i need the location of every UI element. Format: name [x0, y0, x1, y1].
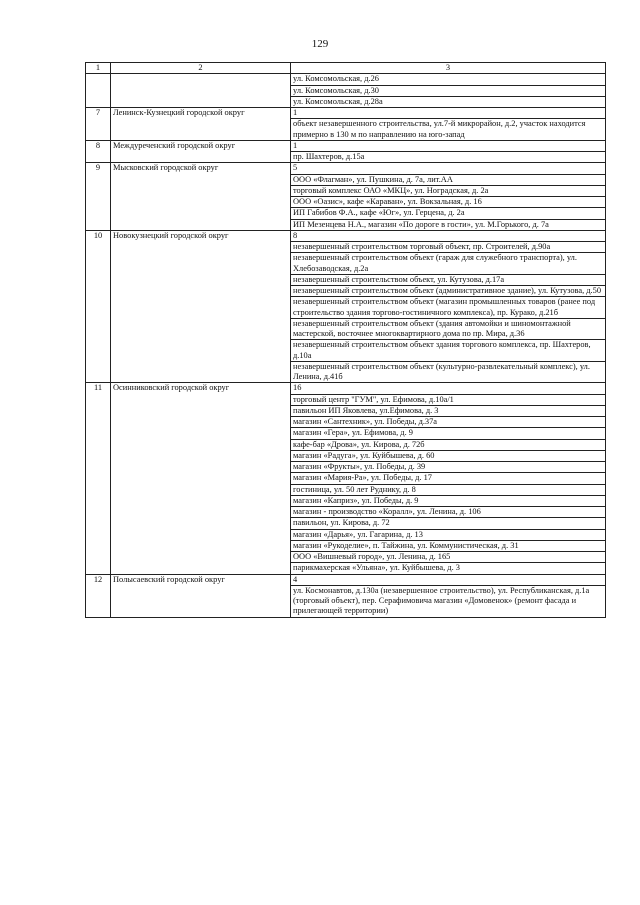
object-entry: ул. Комсомольская, д.26 [291, 74, 606, 85]
object-entry: ООО «Вишневый город», ул. Ленина, д. 165 [291, 552, 606, 563]
object-entry: объект незавершенного строительства, ул.7-й микрорайон, д.2, участок находится примерно в 130 м по направлению на юго-запад [291, 119, 606, 141]
object-entry: ул. Комсомольская, д.28а [291, 96, 606, 107]
page-number: 129 [311, 38, 329, 50]
object-entry: ИП Габибов Ф.А., кафе «Юг», ул. Герцена, д. 2а [291, 208, 606, 219]
object-entry: магазин - производство «Коралл», ул. Ленина, д. 106 [291, 507, 606, 518]
district-number: 7 [86, 108, 111, 141]
district-name: Мысковский городской округ [111, 163, 291, 231]
header-row [86, 63, 606, 74]
table-row [86, 108, 606, 119]
object-entry: торговый комплекс ОАО «МКЦ», ул. Ноградская, д. 2а [291, 185, 606, 196]
object-entry: ООО «Оазис», кафе «Караван», ул. Вокзальная, д. 16 [291, 197, 606, 208]
object-entry: незавершенный строительством объект (гараж для служебного транспорта), ул. Хлебозаводская, д.2а [291, 253, 606, 275]
object-entry: незавершенный строительством объект (административное здание), ул. Кутузова, д.50 [291, 286, 606, 297]
district-name: Новокузнецкий городской округ [111, 230, 291, 383]
object-entry: ул. Космонавтов, д.130а (незавершенное строительство), ул. Республиканская, д.1а (торговый объект), пер. Серафимовича магазин «Домовенок» (ремонт фасада и прилегающей территории) [291, 585, 606, 617]
object-entry: магазин «Гера», ул. Ефимова, д. 9 [291, 428, 606, 439]
table-row [86, 230, 606, 241]
object-entry: незавершенный строительством объект здания торгового комплекса, пр. Шахтеров, д.10а [291, 340, 606, 362]
table-row [86, 140, 606, 151]
object-entry: незавершенный строительством объект, ул. Кутузова, д.17а [291, 274, 606, 285]
header-col-3: 3 [291, 63, 606, 74]
header-col-1: 1 [86, 63, 111, 74]
object-entry: пр. Шахтеров, д.15а [291, 152, 606, 163]
object-entry: незавершенный строительством объект (здания автомойки и шиномонтажной мастерской, восточнее многоквартирного дома по пр. Мира, д.36 [291, 318, 606, 340]
object-entry: кафе-бар «Дрова», ул. Кирова, д. 72б [291, 439, 606, 450]
object-entry: 1 [291, 140, 606, 151]
object-entry: 5 [291, 163, 606, 174]
district-number: 12 [86, 574, 111, 617]
table-row [86, 574, 606, 585]
header-col-2: 2 [111, 63, 291, 74]
object-entry: магазин «Каприз», ул. Победы, д. 9 [291, 495, 606, 506]
district-number [86, 74, 111, 108]
object-entry: незавершенный строительством объект (магазин промышленных товаров (ранее под строительство здания торгово-гостиничного комплекса), пр. Курако, д.21б [291, 297, 606, 319]
district-number: 11 [86, 383, 111, 574]
object-entry: павильон ИП Яковлева, ул.Ефимова, д. 3 [291, 405, 606, 416]
district-number: 8 [86, 140, 111, 163]
object-entry: 4 [291, 574, 606, 585]
table-body [86, 74, 606, 617]
object-entry: ул. Комсомольская, д.30 [291, 85, 606, 96]
object-entry: ООО «Флагман», ул. Пушкина, д. 7а, лит.АА [291, 174, 606, 185]
object-entry: парикмахерская «Ульяна», ул. Куйбышева, д. 3 [291, 563, 606, 574]
table-header [86, 63, 606, 74]
object-entry: магазин «Рукоделие», п. Тайжина, ул. Коммунистическая, д. 31 [291, 540, 606, 551]
object-entry: незавершенный строительством объект (культурно-развлекательный комплекс), ул. Ленина, д.41б [291, 361, 606, 383]
object-entry: магазин «Сантехник», ул. Победы, д.37а [291, 417, 606, 428]
object-entry: магазин «Дарья», ул. Гагарина, д. 13 [291, 529, 606, 540]
object-entry: 8 [291, 230, 606, 241]
object-entry: гостиница, ул. 50 лет Руднику, д. 8 [291, 484, 606, 495]
document-table [85, 62, 606, 618]
object-entry: павильон, ул. Кирова, д. 72 [291, 518, 606, 529]
district-number: 10 [86, 230, 111, 383]
district-name: Осинниковский городской округ [111, 383, 291, 574]
table-row [86, 163, 606, 174]
district-name: Полысаевский городской округ [111, 574, 291, 617]
object-entry: магазин «Фрукты», ул. Победы, д. 39 [291, 462, 606, 473]
district-name: Междуреченский городской округ [111, 140, 291, 163]
district-number: 9 [86, 163, 111, 231]
table-row [86, 74, 606, 85]
table-row [86, 383, 606, 394]
object-entry: магазин «Мария-Ра», ул. Победы, д. 17 [291, 473, 606, 484]
object-entry: торговый центр "ГУМ", ул. Ефимова, д.10а/1 [291, 394, 606, 405]
district-name [111, 74, 291, 108]
object-entry: 16 [291, 383, 606, 394]
object-entry: магазин «Радуга», ул. Куйбышева, д. 60 [291, 450, 606, 461]
object-entry: ИП Мезенцева Н.А., магазин «По дороге в гости», ул. М.Горького, д. 7а [291, 219, 606, 230]
district-name: Ленинск-Кузнецкий городской округ [111, 108, 291, 141]
object-entry: незавершенный строительством торговый объект, пр. Строителей, д.90а [291, 242, 606, 253]
object-entry: 1 [291, 108, 606, 119]
